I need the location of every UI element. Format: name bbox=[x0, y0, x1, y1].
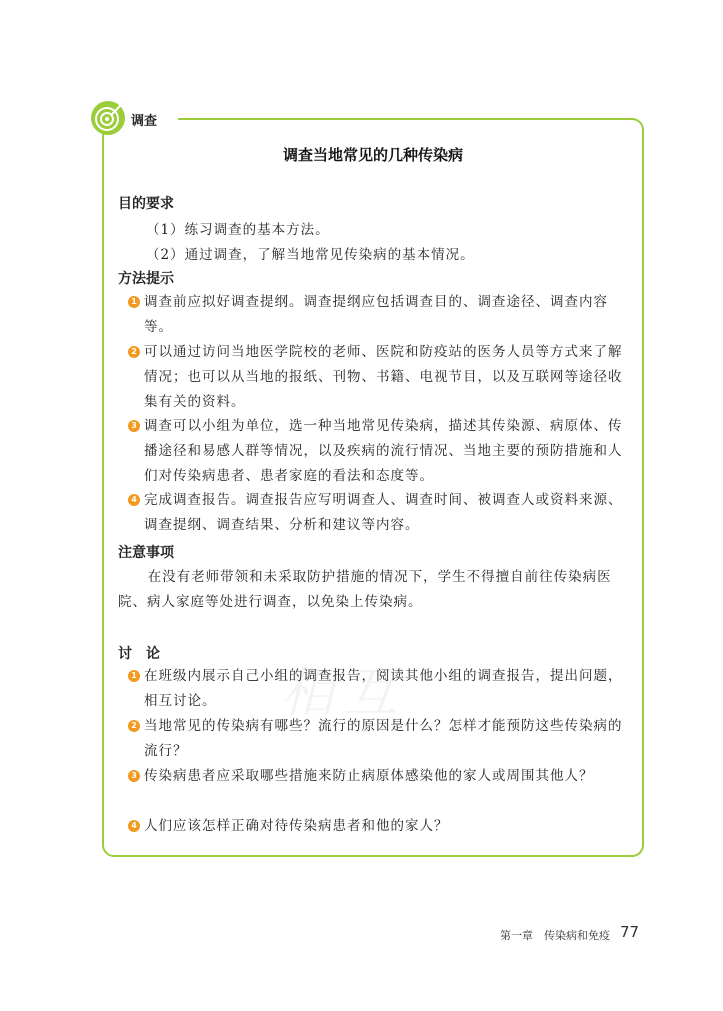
method-item-text: 完成调查报告。调查报告应写明调查人、调查时间、被调查人或资料来源、调查提纲、调查结果、分析和建议等内容。 bbox=[144, 492, 623, 533]
number-bullet-icon: 1 bbox=[128, 296, 140, 308]
method-item bbox=[128, 340, 634, 415]
discussion-heading: 讨 论 bbox=[118, 646, 160, 662]
number-bullet-icon: 4 bbox=[128, 494, 140, 506]
purpose-item: （1）练习调查的基本方法。 bbox=[146, 222, 330, 238]
discussion-item bbox=[128, 664, 634, 714]
number-bullet-icon: 1 bbox=[128, 670, 140, 682]
method-item-text: 调查前应拟好调查提纲。调查提纲应包括调查目的、调查途径、调查内容等。 bbox=[144, 294, 608, 335]
purpose-heading: 目的要求 bbox=[118, 196, 174, 212]
purpose-item: （2）通过调查，了解当地常见传染病的基本情况。 bbox=[146, 247, 475, 263]
number-bullet-icon: 3 bbox=[128, 420, 140, 432]
number-bullet-icon: 2 bbox=[128, 346, 140, 358]
notes-heading: 注意事项 bbox=[118, 545, 174, 561]
method-item bbox=[128, 488, 634, 538]
page-number: 77 bbox=[620, 923, 640, 941]
discussion-item bbox=[128, 764, 634, 789]
watermark: 相互 bbox=[280, 661, 408, 724]
section-tag: 调查 bbox=[131, 114, 158, 129]
number-bullet-icon: 2 bbox=[128, 720, 140, 732]
notes-text: 在没有老师带领和未采取防护措施的情况下，学生不得擅自前往传染病医院、病人家庭等处进行调查，以免染上传染病。 bbox=[118, 569, 612, 610]
page-title: 调查当地常见的几种传染病 bbox=[282, 146, 463, 164]
method-heading: 方法提示 bbox=[118, 271, 174, 287]
number-bullet-icon: 3 bbox=[128, 770, 140, 782]
footer-chapter: 第一章 传染病和免疫 bbox=[500, 929, 610, 942]
method-item-text: 可以通过访问当地医学院校的老师、医院和防疫站的医务人员等方式来了解情况；也可以从当地的报纸、刊物、书籍、电视节目，以及互联网等途径收集有关的资料。 bbox=[144, 344, 623, 410]
method-item bbox=[128, 414, 634, 489]
discussion-item-text: 人们应该怎样正确对待传染病患者和他的家人？ bbox=[144, 818, 449, 834]
method-item bbox=[128, 290, 634, 340]
discussion-item bbox=[128, 714, 634, 764]
discussion-item bbox=[128, 814, 634, 839]
discussion-item-text: 当地常见的传染病有哪些？流行的原因是什么？怎样才能预防这些传染病的流行？ bbox=[144, 718, 623, 759]
discussion-item-text: 传染病患者应采取哪些措施来防止病原体感染他的家人或周围其他人？ bbox=[144, 768, 594, 784]
discussion-item-text: 在班级内展示自己小组的调查报告，阅读其他小组的调查报告，提出问题，相互讨论。 bbox=[144, 668, 623, 709]
investigation-badge-icon bbox=[90, 100, 126, 136]
method-item-text: 调查可以小组为单位，选一种当地常见传染病，描述其传染源、病原体、传播途径和易感人群等情况，以及疾病的流行情况、当地主要的预防措施和人们对传染病患者、患者家庭的看法和态度等。 bbox=[144, 418, 623, 484]
number-bullet-icon: 4 bbox=[128, 820, 140, 832]
